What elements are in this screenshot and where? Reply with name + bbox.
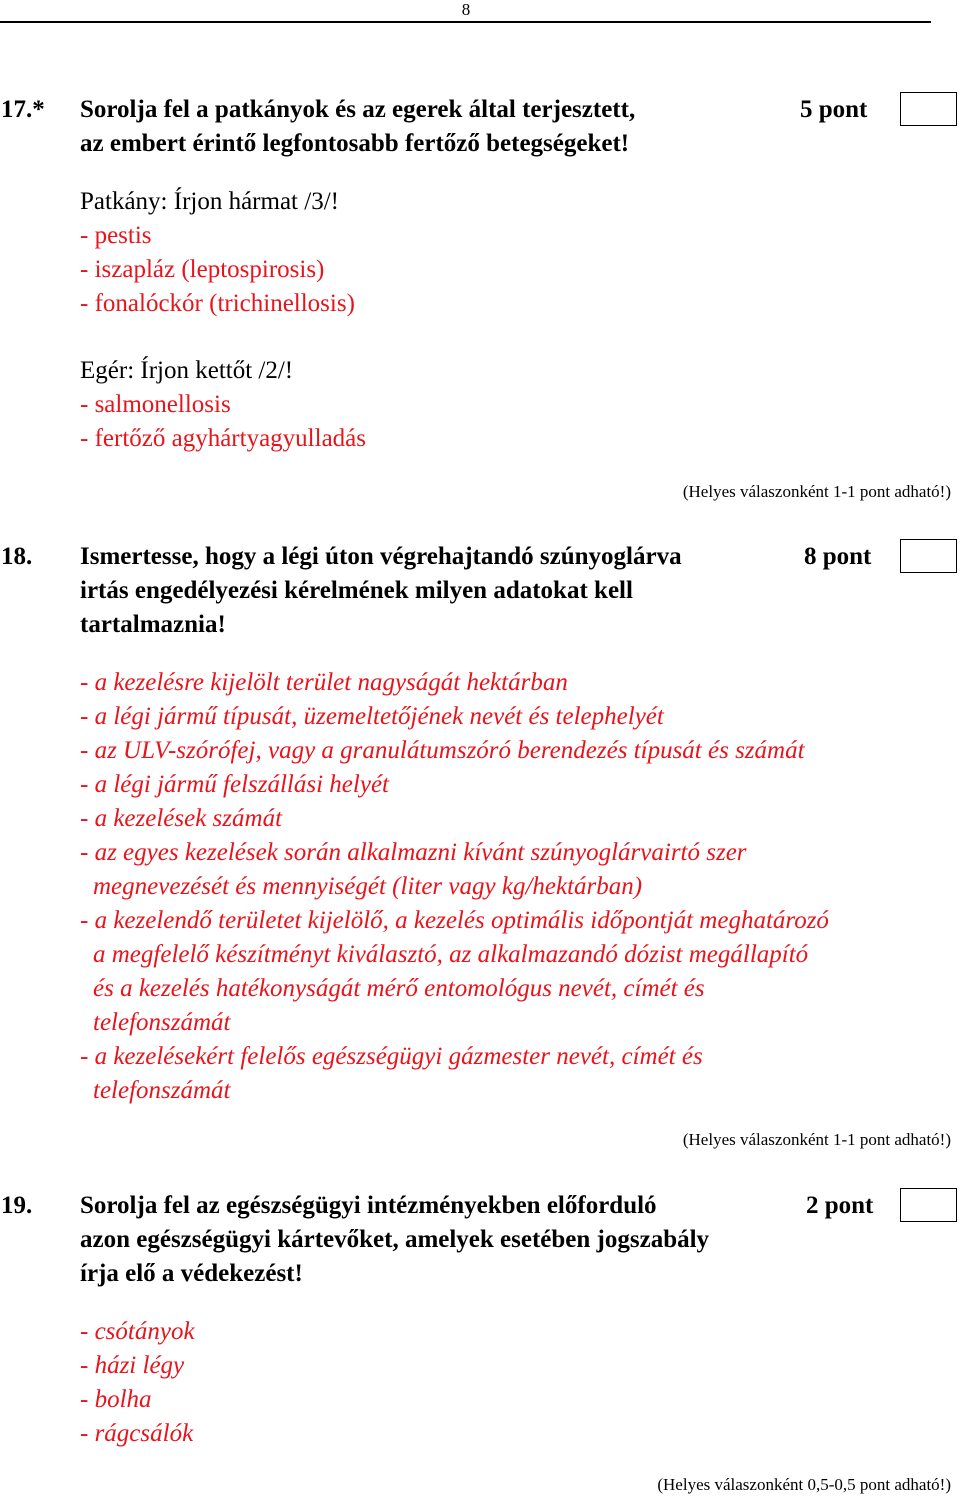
answer-item: - salmonellosis	[80, 391, 231, 418]
answer-item: - a kezelésre kijelölt terület nagyságát hektárban	[80, 669, 568, 696]
answer-item: - rágcsálók	[80, 1420, 194, 1447]
question-17-number: 17.*	[1, 96, 45, 123]
question-18-line-1: Ismertesse, hogy a légi úton végrehajtandó szúnyoglárva	[80, 543, 682, 570]
answer-item: - pestis	[80, 222, 152, 249]
question-18-scoring-note: (Helyes válaszonként 1-1 pont adható!)	[682, 1130, 951, 1149]
page-number: 8	[461, 0, 471, 19]
answer-item: - az egyes kezelések során alkalmazni kívánt szúnyoglárvairtó szer	[80, 839, 747, 866]
question-17-group-mouse-heading: Egér: Írjon kettőt /2/!	[80, 357, 294, 384]
question-18-line-2: irtás engedélyezési kérelmének milyen adatokat kell	[80, 577, 633, 604]
question-19-text	[80, 1189, 709, 1291]
answer-item: - fertőző agyhártyagyulladás	[80, 425, 366, 452]
question-19-line-1: Sorolja fel az egészségügyi intézményekben előforduló	[80, 1192, 657, 1219]
question-19-points: 2 pont	[806, 1192, 874, 1219]
question-18-points: 8 pont	[804, 543, 872, 570]
answer-continuation: és a kezelés hatékonyságát mérő entomológus nevét, címét és	[93, 975, 705, 1002]
header-divider	[0, 21, 931, 23]
answer-item: - bolha	[80, 1386, 152, 1413]
answer-continuation: megnevezését és mennyiségét (liter vagy kg/hektárban)	[93, 873, 643, 900]
answer-item: - iszapláz (leptospirosis)	[80, 256, 325, 283]
answer-continuation: telefonszámát	[93, 1009, 231, 1036]
question-18-line-3: tartalmaznia!	[80, 611, 226, 638]
answer-continuation: telefonszámát	[93, 1077, 231, 1104]
answer-item: - a légi jármű felszállási helyét	[80, 771, 389, 798]
question-17-line-2: az embert érintő legfontosabb fertőző betegségeket!	[80, 130, 630, 157]
question-18-answers	[80, 666, 829, 1108]
question-17-points: 5 pont	[800, 96, 868, 123]
question-18-number: 18.	[1, 543, 33, 570]
question-17-group-mouse-answers	[80, 388, 366, 456]
question-17-scoring-note: (Helyes válaszonként 1-1 pont adható!)	[682, 482, 951, 501]
question-17-score-box[interactable]	[900, 92, 957, 126]
question-17-line-1: Sorolja fel a patkányok és az egerek által terjesztett,	[80, 96, 636, 123]
answer-item: - a kezelendő területet kijelölő, a kezelés optimális időpontját meghatározó	[80, 907, 829, 934]
question-19-line-2: azon egészségügyi kártevőket, amelyek esetében jogszabály	[80, 1226, 710, 1253]
question-18-score-box[interactable]	[900, 539, 957, 573]
answer-item: - csótányok	[80, 1318, 195, 1345]
question-17-group-rat-heading: Patkány: Írjon hármat /3/!	[80, 188, 339, 215]
question-19-score-box[interactable]	[900, 1188, 957, 1222]
answer-item: - fonalóckór (trichinellosis)	[80, 290, 355, 317]
question-19-number: 19.	[1, 1192, 33, 1219]
answer-item: - a kezelésekért felelős egészségügyi gázmester nevét, címét és	[80, 1043, 703, 1070]
question-17-group-rat-answers	[80, 219, 355, 321]
answer-item: - a kezelések számát	[80, 805, 283, 832]
question-17-text	[80, 93, 635, 161]
answer-item: - házi légy	[80, 1352, 185, 1379]
question-19-scoring-note: (Helyes válaszonként 0,5-0,5 pont adható!)	[657, 1475, 951, 1494]
answer-item: - a légi jármű típusát, üzemeltetőjének nevét és telephelyét	[80, 703, 664, 730]
question-19-answers	[80, 1315, 195, 1451]
answer-continuation: a megfelelő készítményt kiválasztó, az alkalmazandó dózist megállapító	[93, 941, 809, 968]
answer-item: - az ULV-szórófej, vagy a granulátumszóró berendezés típusát és számát	[80, 737, 805, 764]
question-19-line-3: írja elő a védekezést!	[80, 1260, 303, 1287]
question-18-text	[80, 540, 682, 642]
